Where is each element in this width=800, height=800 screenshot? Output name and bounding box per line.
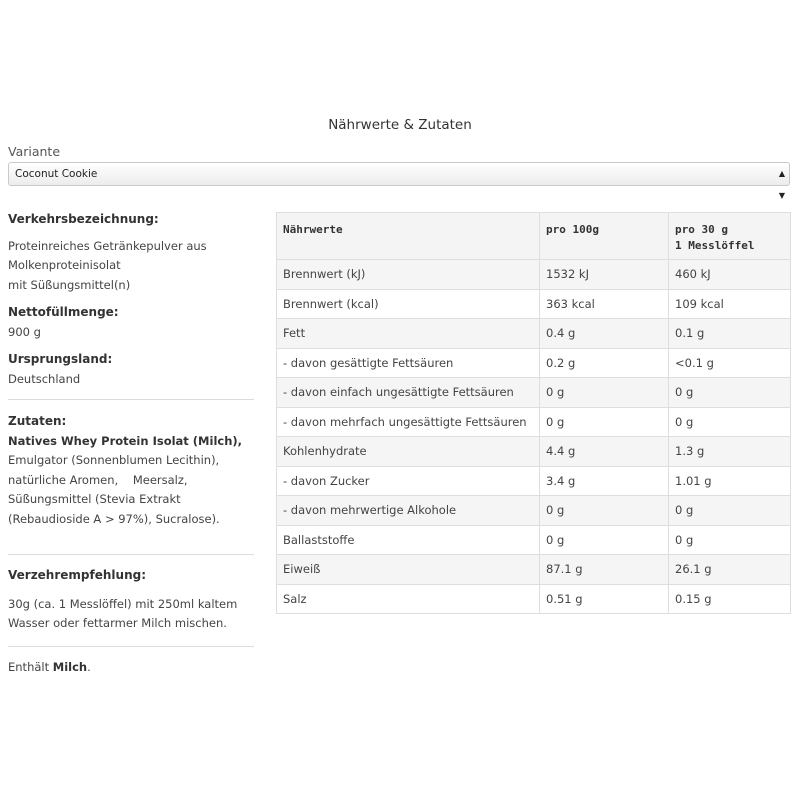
cell-name: - davon mehrfach ungesättigte Fettsäuren — [277, 407, 540, 437]
cell-per100: 0 g — [540, 525, 669, 555]
cell-per100: 0.4 g — [540, 319, 669, 349]
variant-select[interactable] — [8, 162, 790, 200]
table-row — [277, 466, 791, 496]
contains-note — [8, 658, 254, 678]
net-value: 900 g — [8, 324, 41, 339]
cell-per100: 363 kcal — [540, 289, 669, 319]
cell-per100: 1532 kJ — [540, 260, 669, 290]
variant-label: Variante — [8, 144, 61, 159]
header-per-30g-line1: pro 30 g — [675, 223, 728, 236]
cell-name: Kohlenhydrate — [277, 437, 540, 467]
contains-prefix: Enthält — [8, 659, 53, 674]
cell-per30: 26.1 g — [669, 555, 791, 585]
table-row — [277, 584, 791, 614]
ingredients-heading: Zutaten: — [8, 414, 67, 428]
usage-line: Wasser oder fettarmer Milch mischen. — [8, 616, 227, 630]
cell-name: - davon einfach ungesättigte Fettsäuren — [277, 378, 540, 408]
table-row — [277, 260, 791, 290]
cell-name: Brennwert (kcal) — [277, 289, 540, 319]
cell-per30: 0 g — [669, 525, 791, 555]
header-per-100g: pro 100g — [540, 213, 669, 260]
cell-per30: 1.01 g — [669, 466, 791, 496]
cell-per30: 460 kJ — [669, 260, 791, 290]
origin-heading: Ursprungsland: — [8, 352, 113, 366]
origin-value: Deutschland — [8, 371, 81, 386]
designation-line: Molkenproteinisolat — [8, 258, 121, 272]
cell-per30: 0 g — [669, 378, 791, 408]
cell-per30: 0 g — [669, 407, 791, 437]
usage-line: 30g (ca. 1 Messlöffel) mit 250ml kaltem — [8, 596, 238, 611]
ingredients-line: Emulgator (Sonnenblumen Lecithin), — [8, 453, 220, 467]
table-row — [277, 378, 791, 408]
cell-per100: 0 g — [540, 378, 669, 408]
ingredients-line: (Rebaudioside A > 97%), Sucralose). — [8, 511, 220, 526]
cell-per100: 87.1 g — [540, 555, 669, 585]
cell-name: Salz — [277, 584, 540, 614]
cell-per100: 0.2 g — [540, 348, 669, 378]
cell-name: Eiweiß — [277, 555, 540, 585]
header-per-30g — [669, 213, 791, 260]
cell-name: - davon gesättigte Fettsäuren — [277, 348, 540, 378]
designation-line: mit Süßungsmittel(n) — [8, 277, 131, 292]
divider — [8, 646, 254, 647]
page-title: Nährwerte & Zutaten — [328, 117, 472, 133]
contains-suffix: . — [87, 659, 91, 674]
nutrition-table — [276, 212, 791, 614]
variant-selected-value: Coconut Cookie — [15, 168, 98, 180]
product-info-panel — [8, 210, 254, 677]
ingredients-bold: Natives Whey Protein Isolat (Milch), — [8, 433, 243, 448]
cell-name: Brennwert (kJ) — [277, 260, 540, 290]
cell-name: Ballaststoffe — [277, 525, 540, 555]
table-row — [277, 289, 791, 319]
cell-per100: 3.4 g — [540, 466, 669, 496]
cell-per30: 0.15 g — [669, 584, 791, 614]
ingredients-line: natürliche Aromen, Meersalz, — [8, 472, 188, 487]
contains-allergen: Milch — [52, 659, 88, 674]
table-row — [277, 348, 791, 378]
cell-per30: 0 g — [669, 496, 791, 526]
usage-heading: Verzehrempfehlung: — [8, 568, 146, 582]
cell-per100: 0 g — [540, 407, 669, 437]
designation-heading: Verkehrsbezeichnung: — [8, 212, 159, 226]
header-per-30g-line2: 1 Messlöffel — [675, 239, 755, 252]
table-header-row — [277, 213, 791, 260]
cell-per100: 4.4 g — [540, 437, 669, 467]
cell-per100: 0.51 g — [540, 584, 669, 614]
table-row — [277, 407, 791, 437]
cell-per30: 109 kcal — [669, 289, 791, 319]
select-arrows-icon: ▲ ▼ — [778, 169, 785, 200]
table-row — [277, 496, 791, 526]
divider — [8, 399, 254, 400]
table-row — [277, 525, 791, 555]
cell-per30: <0.1 g — [669, 348, 791, 378]
net-heading: Nettofüllmenge: — [8, 305, 119, 319]
cell-name: Fett — [277, 319, 540, 349]
cell-per30: 1.3 g — [669, 437, 791, 467]
table-row — [277, 437, 791, 467]
table-row — [277, 555, 791, 585]
ingredients-line: Süßungsmittel (Stevia Extrakt — [8, 492, 181, 506]
table-row — [277, 319, 791, 349]
cell-name: - davon Zucker — [277, 466, 540, 496]
header-nutrient: Nährwerte — [277, 213, 540, 260]
cell-per100: 0 g — [540, 496, 669, 526]
cell-name: - davon mehrwertige Alkohole — [277, 496, 540, 526]
cell-per30: 0.1 g — [669, 319, 791, 349]
designation-line: Proteinreiches Getränkepulver aus — [8, 238, 207, 253]
divider — [8, 554, 254, 555]
